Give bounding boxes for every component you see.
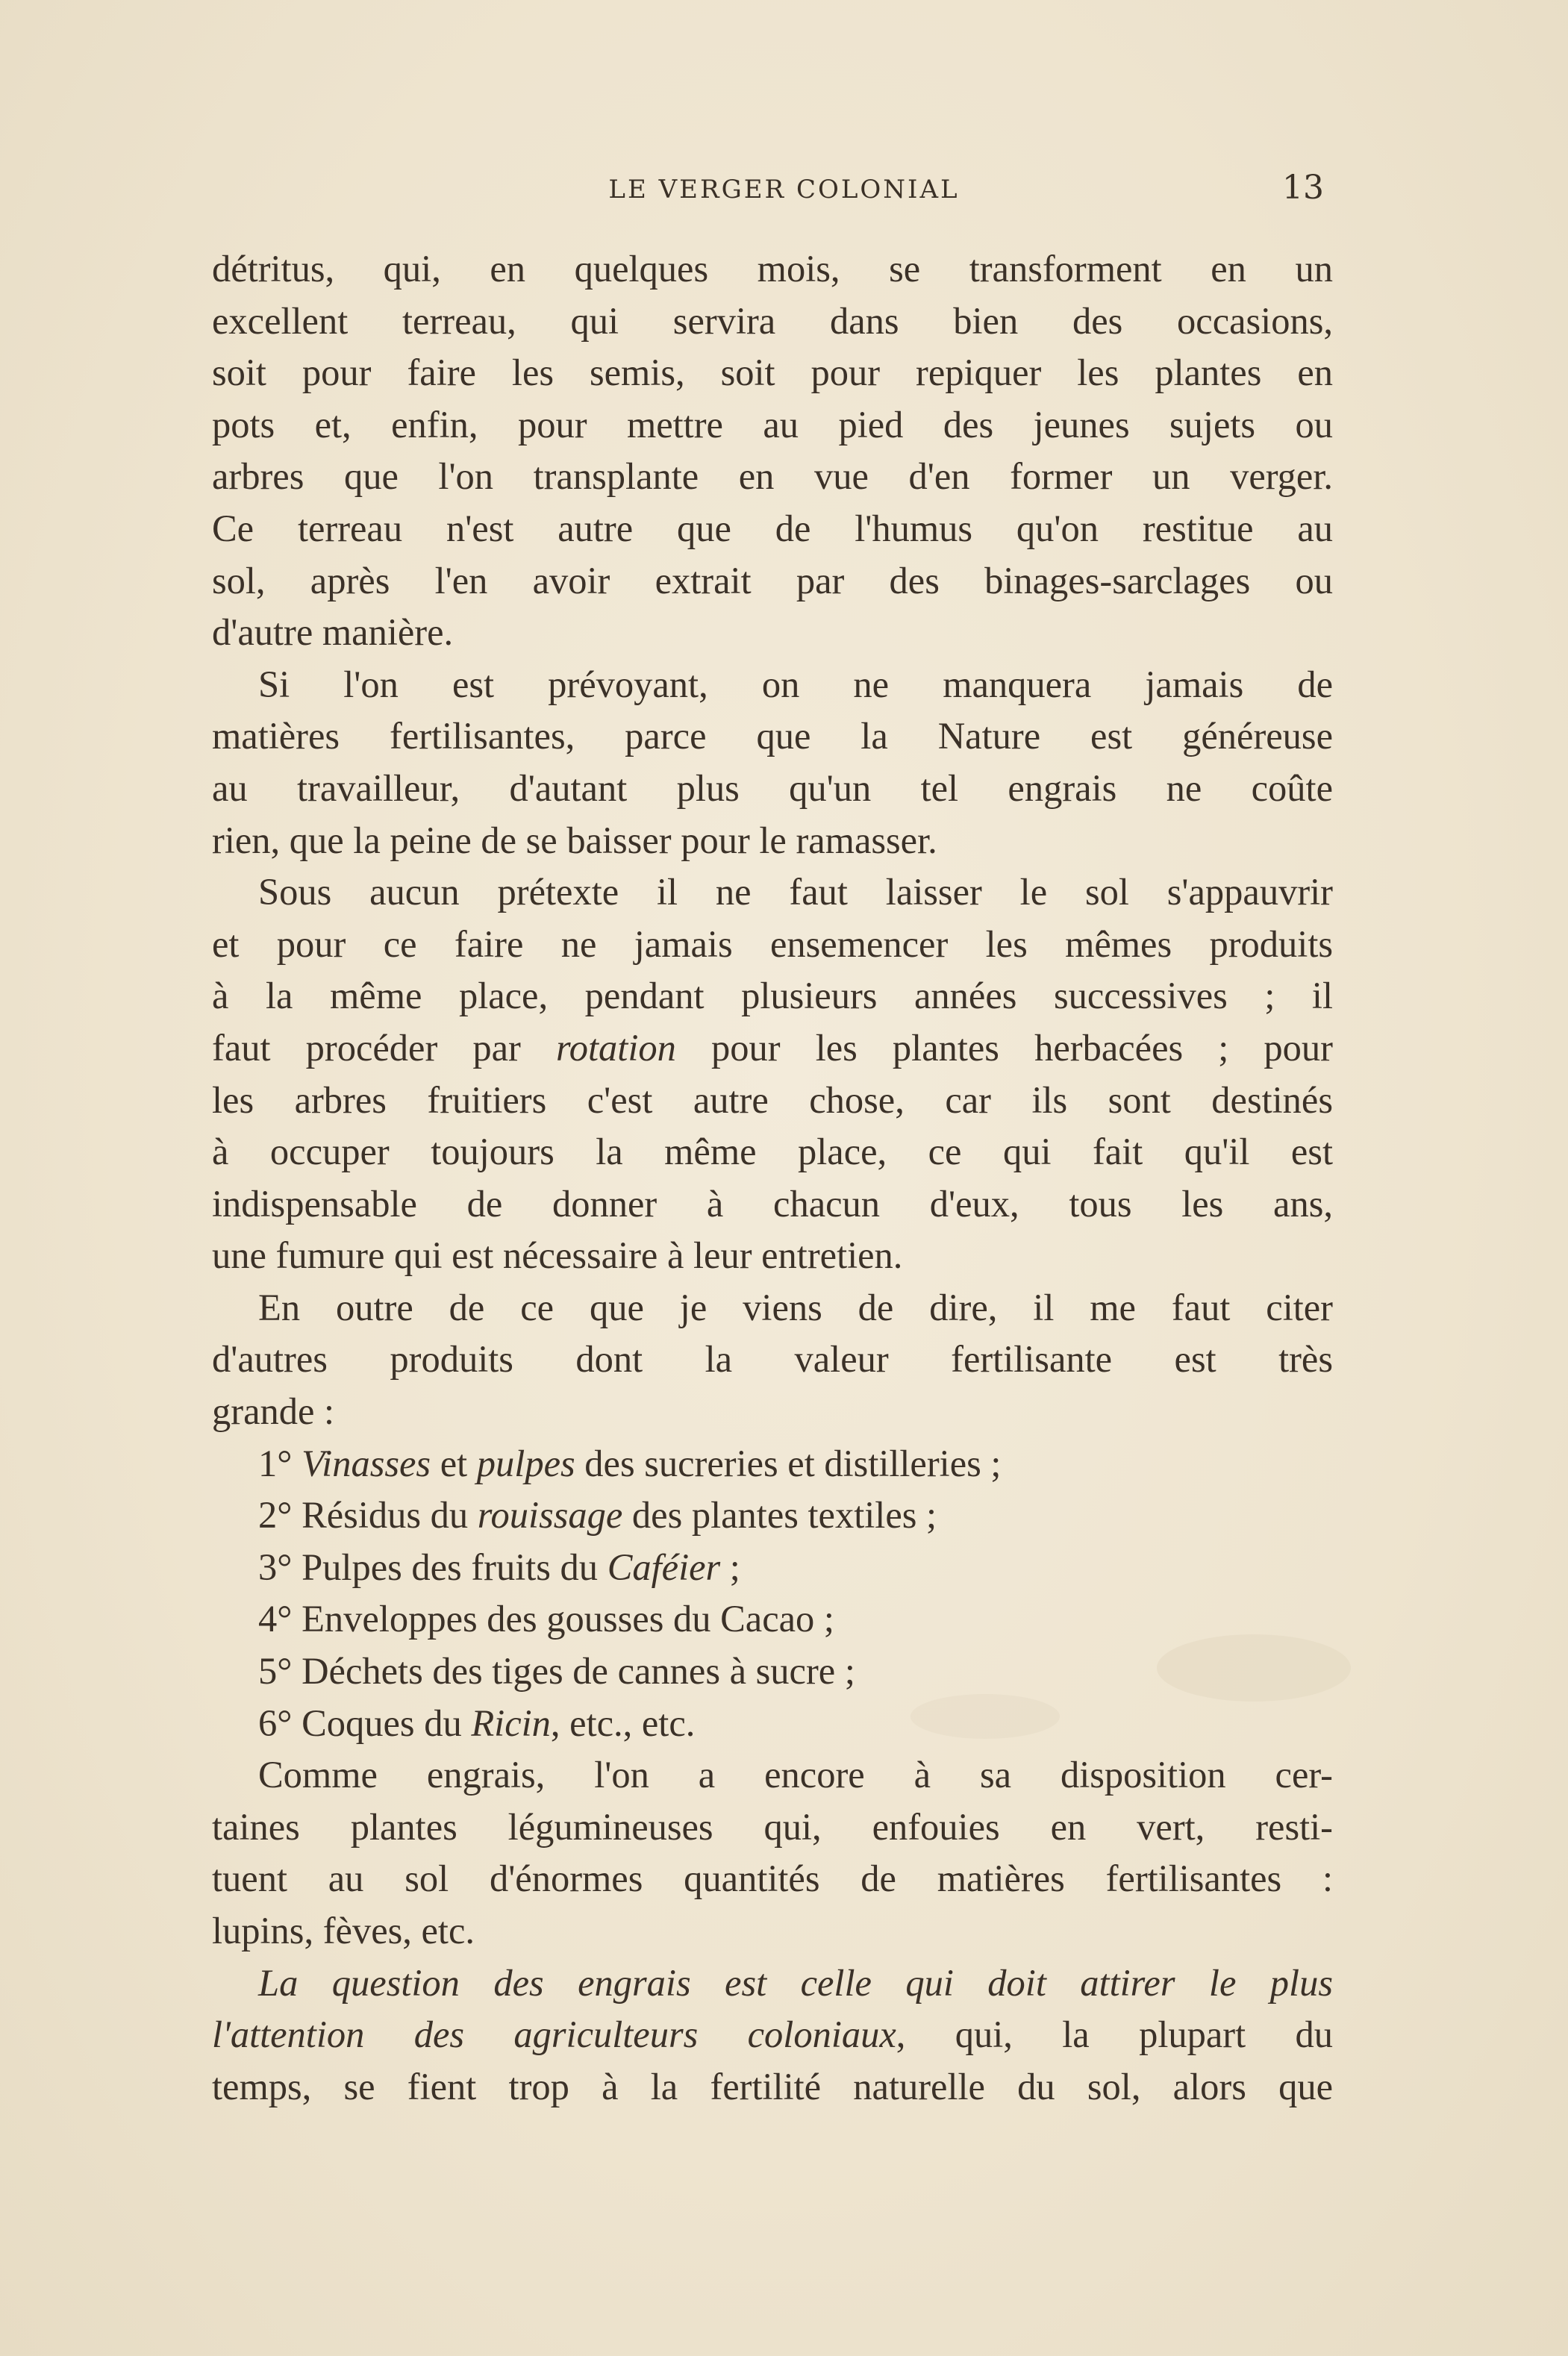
paragraph-start: Sous aucun prétexte il ne faut laisser le sol s'appauvrir	[258, 871, 1333, 913]
text-line: arbres que l'on transplante en vue d'en former un verger.	[212, 455, 1333, 498]
text-span: ;	[720, 1546, 740, 1588]
list-number: 6°	[258, 1702, 293, 1744]
list-number: 5°	[258, 1650, 293, 1693]
text-line: sol, après l'en avoir extrait par des binages-sarclages ou	[212, 559, 1333, 602]
text-line	[212, 2009, 1333, 2061]
text-line: rien, que la peine de se baisser pour le ramasser.	[212, 819, 937, 861]
text-span: Enveloppes des gousses du Cacao ;	[302, 1598, 834, 1640]
text-line: détritus, qui, en quelques mois, se transforment en un	[212, 248, 1333, 290]
text-span: Coques du	[302, 1702, 472, 1744]
italic-phrase: l'attention des agriculteurs coloniaux	[212, 2013, 896, 2056]
paragraph-start: Comme engrais, l'on a encore à sa disposition cer-	[258, 1754, 1333, 1796]
text-span: pour les plantes herbacées ; pour	[675, 1026, 1333, 1069]
list-number: 2°	[258, 1494, 293, 1537]
text-line: indispensable de donner à chacun d'eux, tous les ans,	[212, 1182, 1333, 1225]
list-item	[212, 1593, 1333, 1646]
paragraph-start: Si l'on est prévoyant, on ne manquera jamais de	[258, 663, 1333, 705]
text-line: taines plantes légumineuses qui, enfouies en vert, resti-	[212, 1805, 1333, 1848]
text-line: une fumure qui est nécessaire à leur entretien.	[212, 1234, 903, 1277]
list-item	[212, 1438, 1333, 1490]
page-number: 13	[1282, 169, 1324, 207]
paragraph-start-italic: La question des engrais est celle qui doit attirer le plus	[258, 1961, 1333, 2004]
text-span: Résidus du	[302, 1494, 478, 1537]
text-line: à la même place, pendant plusieurs années successives ; il	[212, 975, 1333, 1017]
italic-term: Caféier	[607, 1546, 721, 1588]
italic-term: Vinasses	[302, 1442, 431, 1484]
text-line: temps, se fient trop à la fertilité naturelle du sol, alors que	[212, 2065, 1333, 2107]
text-line: matières fertilisantes, parce que la Nature est généreuse	[212, 715, 1333, 757]
list-number: 1°	[258, 1442, 293, 1484]
italic-term: rotation	[556, 1026, 676, 1069]
italic-term: pulpes	[476, 1442, 575, 1484]
text-span: , etc., etc.	[550, 1702, 696, 1744]
text-line: les arbres fruitiers c'est autre chose, car ils sont destinés	[212, 1078, 1333, 1121]
text-line: pots et, enfin, pour mettre au pied des jeunes sujets ou	[212, 403, 1333, 446]
text-span: des plantes textiles ;	[622, 1494, 937, 1537]
text-line: excellent terreau, qui servira dans bien des occasions,	[212, 299, 1333, 342]
text-line-rotation	[212, 1022, 1333, 1075]
text-span: , qui, la plupart du	[896, 2013, 1333, 2056]
paragraph-start: En outre de ce que je viens de dire, il me faut citer	[258, 1286, 1333, 1328]
text-span: faut procéder par	[212, 1026, 556, 1069]
list-number: 4°	[258, 1598, 293, 1640]
list-item	[212, 1698, 1333, 1750]
text-line: et pour ce faire ne jamais ensemencer les mêmes produits	[212, 922, 1333, 965]
list-number: 3°	[258, 1546, 293, 1588]
text-line: Ce terreau n'est autre que de l'humus qu'on restitue au	[212, 507, 1333, 549]
text-span: Pulpes des fruits du	[302, 1546, 607, 1588]
text-line: d'autres produits dont la valeur fertilisante est très	[212, 1338, 1333, 1381]
italic-term: rouissage	[477, 1494, 623, 1537]
text-span: des sucreries et distilleries ;	[575, 1442, 1002, 1484]
page-header	[0, 169, 1568, 213]
italic-term: Ricin	[471, 1702, 551, 1744]
text-line: à occuper toujours la même place, ce qui fait qu'il est	[212, 1131, 1333, 1173]
text-span: Déchets des tiges de cannes à sucre ;	[302, 1650, 855, 1693]
list-item	[212, 1490, 1333, 1542]
text-span: et	[431, 1442, 477, 1484]
body-text	[212, 243, 1333, 2113]
text-line: au travailleur, d'autant plus qu'un tel engrais ne coûte	[212, 766, 1333, 809]
list-item	[212, 1542, 1333, 1594]
text-line: soit pour faire les semis, soit pour repiquer les plantes en	[212, 351, 1333, 394]
list-item	[212, 1646, 1333, 1698]
text-line: grande :	[212, 1390, 335, 1433]
running-title: LE VERGER COLONIAL	[608, 175, 960, 204]
text-line: lupins, fèves, etc.	[212, 1910, 475, 1952]
text-line: d'autre manière.	[212, 611, 454, 654]
text-line: tuent au sol d'énormes quantités de matières fertilisantes :	[212, 1857, 1333, 1900]
